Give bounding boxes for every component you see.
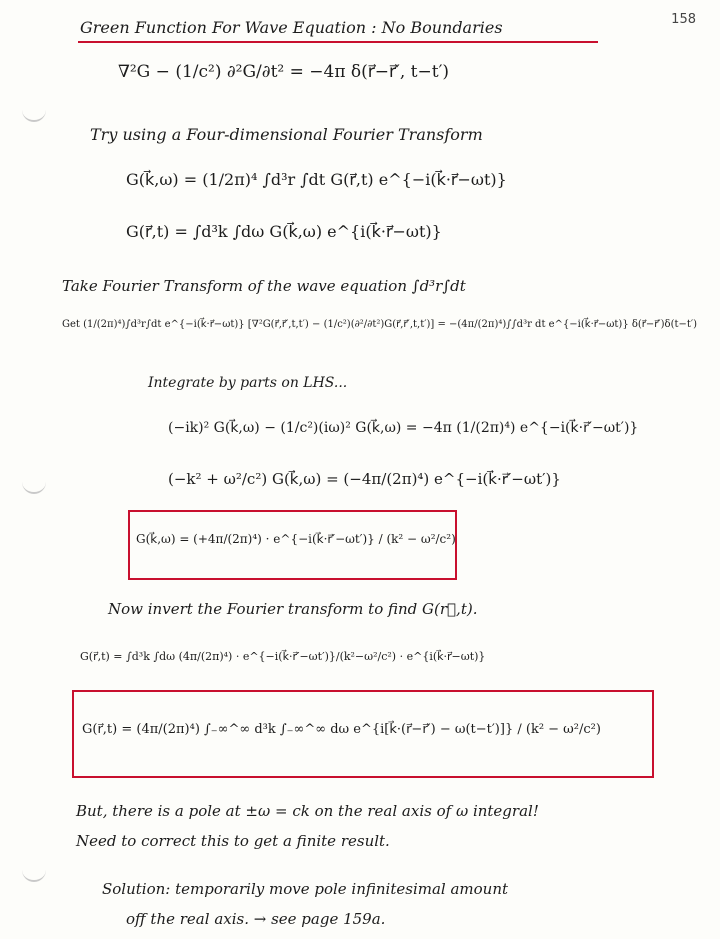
- fourier-intro-text: Try using a Four-dimensional Fourier Transform: [90, 125, 483, 144]
- parts-equation: (−ik)² G(k⃗,ω) − (1/c²)(iω)² G(k⃗,ω) = −4π (1/(2π)⁴) e^{−i(k⃗·r⃗′−ωt′)}: [168, 420, 639, 436]
- take-ft-text: Take Fourier Transform of the wave equation ∫d³r∫dt: [62, 277, 466, 295]
- wave-equation: ∇²G − (1/c²) ∂²G/∂t² = −4π δ(r⃗−r⃗′, t−t′): [118, 62, 450, 82]
- pole-remark-line-1: But, there is a pole at ±ω = ck on the real axis of ω integral!: [76, 802, 539, 820]
- page-title: Green Function For Wave Equation : No Boundaries: [80, 18, 503, 37]
- integrate-parts-text: Integrate by parts on LHS...: [148, 375, 348, 391]
- solution-line-1: Solution: temporarily move pole infinitesimal amount: [102, 880, 509, 898]
- binder-hole-mark: [22, 480, 46, 494]
- fourier-inverse-equation: G(r⃗,t) = ∫d³k ∫dω G(k⃗,ω) e^{i(k⃗·r⃗−ωt)}: [126, 222, 442, 241]
- invert-text: Now invert the Fourier transform to find G(r⃗,t).: [108, 600, 478, 618]
- fourier-forward-equation: G(k⃗,ω) = (1/2π)⁴ ∫d³r ∫dt G(r⃗,t) e^{−i(k⃗·r⃗−ωt)}: [126, 170, 507, 189]
- pole-remark-line-2: Need to correct this to get a finite result.: [76, 832, 390, 850]
- transformed-equation: Get (1/(2π)⁴)∫d³r∫dt e^{−i(k⃗·r⃗−ωt)} [∇²G(r⃗,r⃗′,t,t′) − (1/c²)(∂²/∂t²)G(r⃗,r⃗′,t,t′)] = −(4π/(2π)⁴)∫∫d³r dt e^{−i(k⃗·r⃗−ωt)} δ(r⃗−r⃗′)δ(t−t′): [62, 319, 698, 330]
- binder-hole-mark: [22, 108, 46, 122]
- boxed-grt-equation: G(r⃗,t) = (4π/(2π)⁴) ∫₋∞^∞ d³k ∫₋∞^∞ dω e^{i[k⃗·(r⃗−r⃗′) − ω(t−t′)]} / (k² − ω²/c²): [82, 722, 601, 737]
- solution-line-2: off the real axis. → see page 159a.: [126, 910, 386, 928]
- page-number: 158: [671, 12, 696, 27]
- grt-integral-equation: G(r⃗,t) = ∫d³k ∫dω (4π/(2π)⁴) · e^{−i(k⃗·r⃗′−ωt′)}/(k²−ω²/c²) · e^{i(k⃗·r⃗−ωt)}: [80, 650, 486, 663]
- binder-hole-mark: [22, 868, 46, 882]
- boxed-gkw-equation: G(k⃗,ω) = (+4π/(2π)⁴) · e^{−i(k⃗·r⃗′−ωt′)} / (k² − ω²/c²): [136, 532, 456, 546]
- title-underline: [78, 41, 598, 43]
- simplified-equation: (−k² + ω²/c²) G(k⃗,ω) = (−4π/(2π)⁴) e^{−i(k⃗·r⃗′−ωt′)}: [168, 470, 561, 488]
